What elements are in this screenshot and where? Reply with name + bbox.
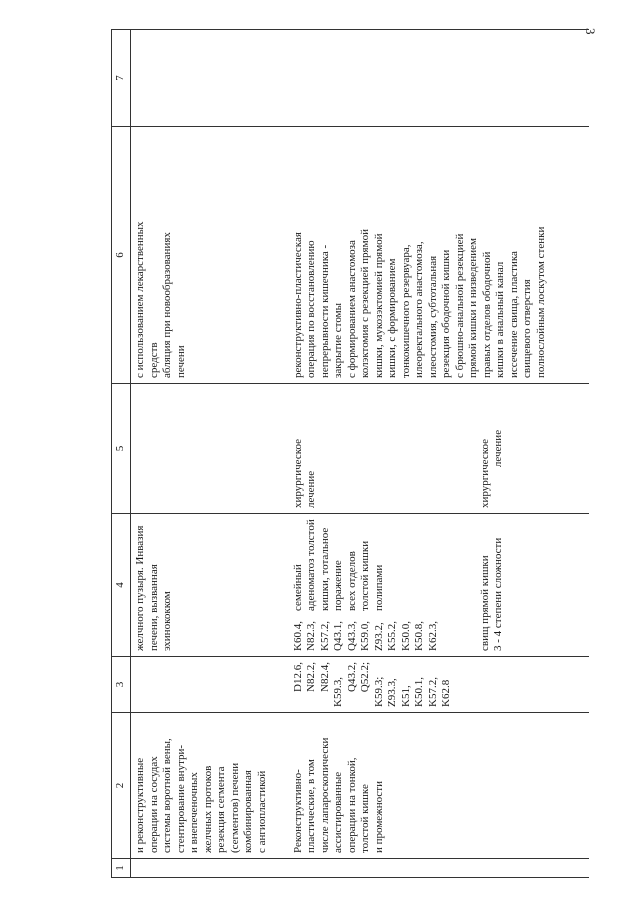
cell-number: [131, 859, 289, 878]
header-cell: 3: [112, 657, 131, 713]
cell-procedure: Реконструктивно- пластические, в том числе лапароскопически ассистированные операции на тонкой, толстой кишке и промежности: [289, 713, 589, 859]
cell-extra: [289, 30, 589, 127]
header-cell: 4: [112, 514, 131, 657]
page-number: 3: [583, 28, 598, 35]
procedures-table: [111, 29, 589, 878]
header-cell: 5: [112, 384, 131, 514]
header-cell: 7: [112, 30, 131, 127]
cell-treatment: [131, 384, 289, 514]
cell-method: реконструктивно-пластическая операция по восстановлению непрерывности кишечника - закрытие стомы с формированием анастомоза колэктомия с резекцией прямой кишки, мукозэктомией прямой кишки, с формированием тонкокишечного резервуара, илеоректального анастомоза, илеостомия, субтотальная резекция ободочной кишки с брюшно-анальной резекцией прямой кишки и низведением правых отделов ободочной кишки в анальный канал иссечение свища, пластика свищевого отверстия полнослойным лоскутом стенки: [289, 127, 589, 384]
table-row: [289, 30, 589, 878]
header-cell: 1: [112, 859, 131, 878]
table-row: [131, 30, 289, 878]
header-cell: 2: [112, 713, 131, 859]
cell-codes: [131, 657, 289, 713]
cell-diagnosis: желчного пузыря. Инвазия печени, вызванная эхинококком: [131, 514, 289, 657]
cell-extra: [131, 30, 289, 127]
cell-method: с использованием лекарственных средств абляция при новообразованиях печени: [131, 127, 289, 384]
cell-number: [289, 859, 589, 878]
cell-codes: D12.6, N82.2, N82.4, K59.3, Q43.2, Q52.2; K59.3; Z93.3, K51, K50.1, K57.2, K62.8: [289, 657, 589, 713]
header-cell: 6: [112, 127, 131, 384]
table-frame: [111, 30, 591, 878]
cell-treatment: хирургическое лечение хирургическое лечение: [289, 384, 589, 514]
header-row: [112, 30, 131, 878]
cell-procedure: и реконструктивные операции на сосудах системы воротной вены, стентирование внутри- и внепеченочных желчных протоков резекция сегмента (сегментов) печени комбинированная с ангиопластикой: [131, 713, 289, 859]
cell-diagnosis: K60.4, N82.3, K57.2, Q43.1, Q43.3, K59.0, Z93.2, K55.2, K50.0, K50.8, K62.3, семейный аденоматоз толстой кишки, тотальное поражение всех отделов толстой кишки полипами свищ прямой кишки 3 - 4 степени сложности: [289, 514, 589, 657]
